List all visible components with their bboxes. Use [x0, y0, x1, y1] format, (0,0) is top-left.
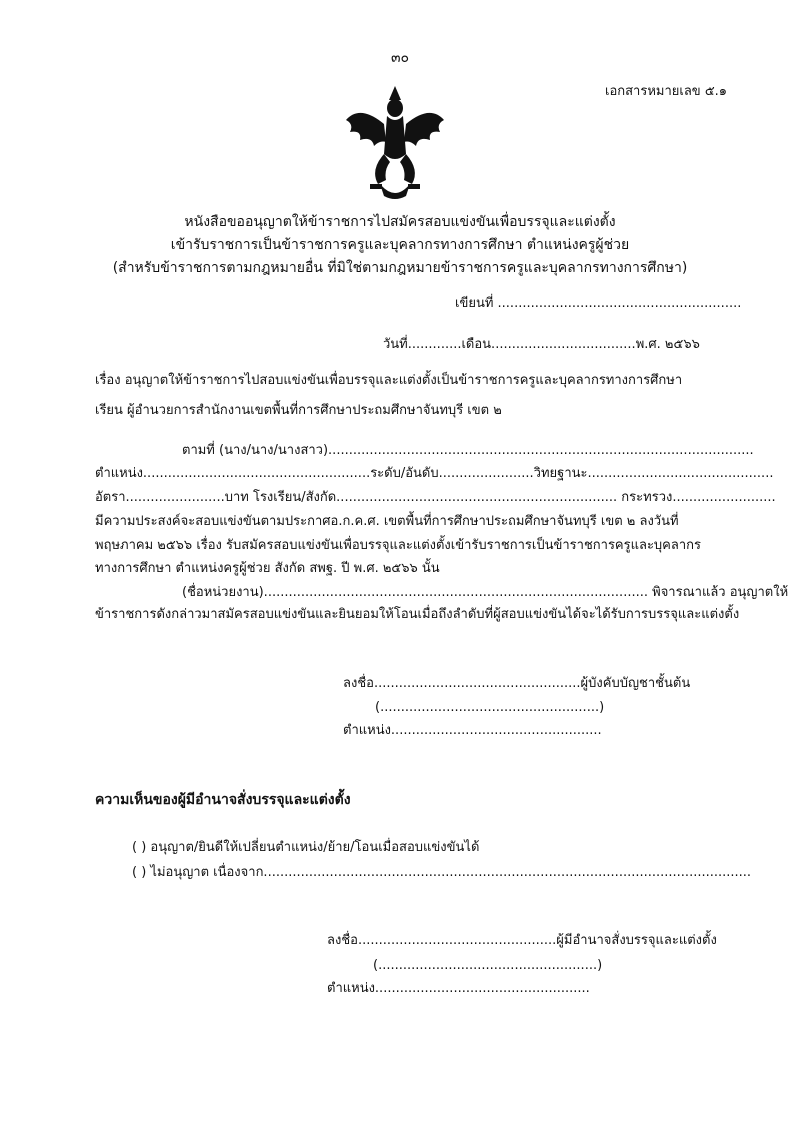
date-field[interactable]: วันที่.............เดือน...................................พ.ศ. ๒๕๖๖	[383, 337, 700, 352]
supervisor-name-field[interactable]: (.....................................................)	[375, 700, 605, 715]
salary-school-field[interactable]: อัตรา........................บาท โรงเรียน/สังกัด.................................................................... กระทรวง.........................	[95, 490, 776, 505]
opinion-heading: ความเห็นของผู้มีอำนาจสั่งบรรจุและแต่งตั้ง	[95, 792, 351, 808]
position-field[interactable]: ตำแหน่ง.......................................................ระดับ/อันดับ.......................วิทยฐานะ.............................................	[95, 466, 774, 481]
authority-signature-field[interactable]: ลงชื่อ................................................ผู้มีอำนาจสั่งบรรจุและแต่งตั้ง	[327, 933, 717, 948]
addressee: เรียน ผู้อำนวยการสำนักงานเขตพื้นที่การศึกษาประถมศึกษาจันทบุรี เขต ๒	[95, 403, 502, 418]
supervisor-position-field[interactable]: ตำแหน่ง...................................................	[343, 723, 602, 738]
title-line-2: เข้ารับราชการเป็นข้าราชการครูและบุคลากรทางการศึกษา ตำแหน่งครูผู้ช่วย	[170, 237, 630, 253]
page-number: ๓๐	[390, 50, 410, 66]
title-line-1: หนังสือขออนุญาตให้ข้าราชการไปสมัครสอบแข่งขันเพื่อบรรจุและแต่งตั้ง	[184, 214, 616, 230]
written-at-field[interactable]: เขียนที่ ...........................................................	[455, 296, 742, 311]
body-line-4: มีความประสงค์จะสอบแข่งขันตามประกาศอ.ก.ค.ศ. เขตพื้นที่การศึกษาประถมศึกษาจันทบุรี เขต ๒ ลงวันที่	[95, 514, 679, 529]
garuda-emblem-icon	[340, 84, 450, 202]
body-line-8: ข้าราชการดังกล่าวมาสมัครสอบแข่งขันและยินยอมให้โอนเมื่อถึงลำดับที่ผู้สอบแข่งขันได้จะได้รับการบรรจุและแต่งตั้ง	[95, 607, 740, 622]
agency-name-field[interactable]: (ชื่อหน่วยงาน)............................................................................................. พิจารณาแล้ว อนุญาตให้	[182, 585, 789, 600]
supervisor-signature-field[interactable]: ลงชื่อ..................................................ผู้บังคับบัญชาชั้นต้น	[343, 676, 691, 691]
title-line-3: (สำหรับข้าราชการตามกฎหมายอื่น ที่มิใช่ตามกฎหมายข้าราชการครูและบุคลากรทางการศึกษา)	[112, 260, 688, 276]
body-line-6: ทางการศึกษา ตำแหน่งครูผู้ช่วย สังกัด สพฐ. ปี พ.ศ. ๒๕๖๖ นั้น	[95, 561, 440, 576]
option-approve[interactable]: ( ) อนุญาต/ยินดีให้เปลี่ยนตำแหน่ง/ย้าย/โอนเมื่อสอบแข่งขันได้	[132, 840, 480, 855]
body-line-5: พฤษภาคม ๒๕๖๖ เรื่อง รับสมัครสอบแข่งขันเพื่อบรรจุและแต่งตั้งเข้ารับราชการเป็นข้าราชการครูและบุคลากร	[95, 538, 701, 553]
authority-name-field[interactable]: (.....................................................)	[373, 958, 603, 973]
authority-position-field[interactable]: ตำแหน่ง....................................................	[327, 981, 590, 996]
subject: เรื่อง อนุญาตให้ข้าราชการไปสอบแข่งขันเพื่อบรรจุและแต่งตั้งเป็นข้าราชการครูและบุคลากรทางการศึกษา	[95, 373, 683, 388]
option-reject[interactable]: ( ) ไม่อนุญาต เนื่องจาก......................................................................................................................	[132, 865, 752, 880]
document-reference: เอกสารหมายเลข ๕.๑	[605, 84, 728, 99]
applicant-name-field[interactable]: ตามที่ (นาง/นาง/นางสาว).......................................................................................................	[182, 443, 754, 458]
